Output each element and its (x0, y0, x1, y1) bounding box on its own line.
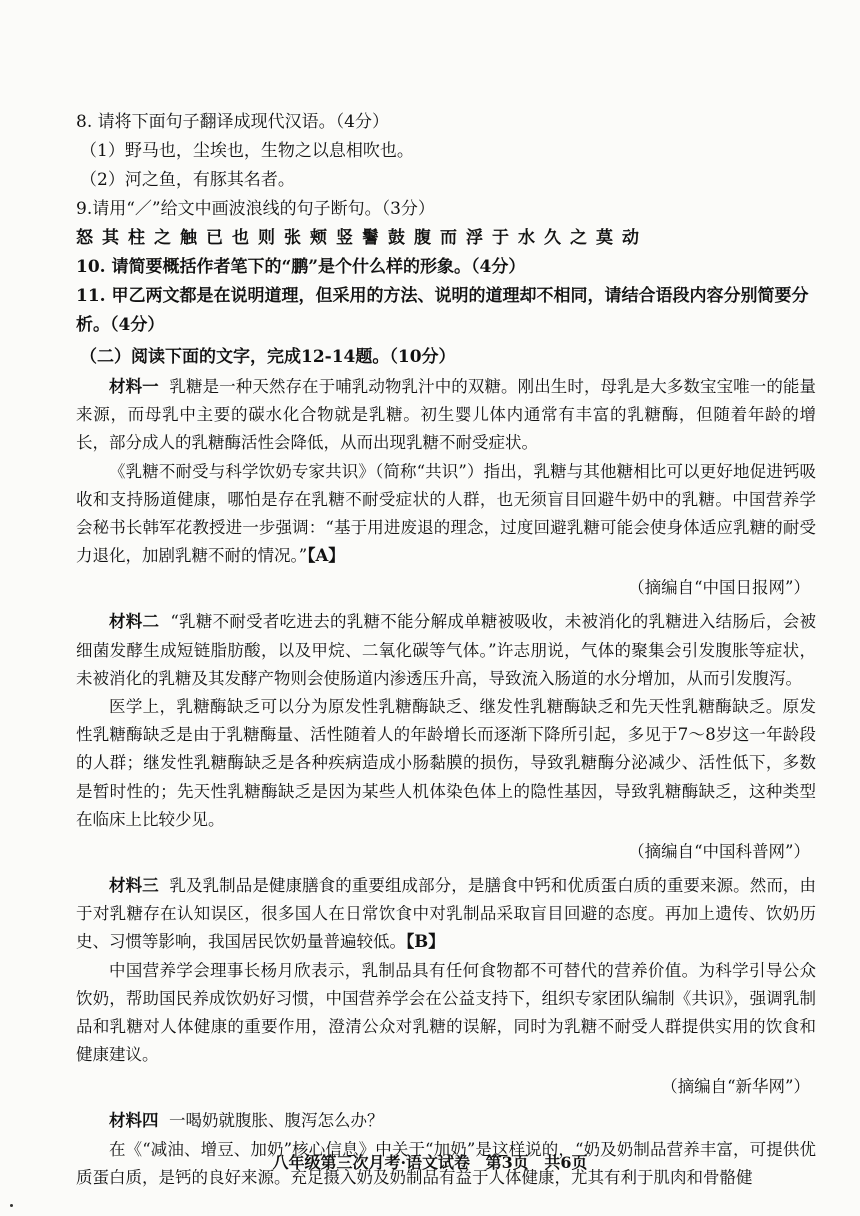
material-1-label: 材料一 (109, 377, 159, 396)
reading-section (76, 343, 816, 1192)
material-3-paragraph-1: 材料三 乳及乳制品是健康膳食的重要组成部分，是膳食中钙和优质蛋白质的重要来源。然而，由于对乳糖存在认知误区，很多国人在日常饮食中对乳制品采取盲目回避的态度。再加上遗传、饮奶历史、习惯等影响，我国居民饮奶量普遍较低。【B】 (76, 876, 816, 952)
question-10: 10. 请简要概括作者笔下的“鹏”是个什么样的形象。（4分） (76, 257, 526, 277)
material-4-paragraph-1: 在《“减油、增豆、加奶”核心信息》中关于“加奶”是这样说的，“奶及奶制品营养丰富，可提供优质蛋白质，是钙的良好来源。充足摄入奶及奶制品有益于人体健康，尤其有利于肌肉和骨骼健 (76, 1139, 816, 1187)
question-8: 8. 请将下面句子翻译成现代汉语。（4分） (76, 112, 389, 132)
material-1-source: （摘编自“中国日报网”） (628, 578, 810, 598)
exam-name: 八年级第三次月考·语文试卷 (272, 1153, 471, 1172)
section-title: （二）阅读下面的文字，完成12-14题。（10分） (80, 347, 456, 367)
material-3-source: （摘编自“新华网”） (661, 1077, 810, 1097)
blank-marker-a: 【A】 (307, 546, 345, 566)
material-3-paragraph-2: 中国营养学会理事长杨月欣表示，乳制品具有任何食物都不可替代的营养价值。为科学引导公众饮奶，帮助国民养成饮奶好习惯，中国营养学会在公益支持下，组织专家团队编制《共识》，强调乳制品和乳糖对人体健康的重要作用，澄清公众对乳糖的误解，同时为乳糖不耐受人群提供实用的饮食和健康建议。 (76, 960, 816, 1065)
material-2-paragraph-2: 医学上，乳糖酶缺乏可以分为原发性乳糖酶缺乏、继发性乳糖酶缺乏和先天性乳糖酶缺乏。原发性乳糖酶缺乏是由于乳糖酶量、活性随着人的年龄增长而逐渐下降所引起，多见于7～8岁这一年龄段的人群；继发性乳糖酶缺乏是各种疾病造成小肠黏膜的损伤，导致乳糖酶分泌减少、活性低下，多数是暂时性的；先天性乳糖酶缺乏是因为某些人机体染色体上的隐性基因，导致乳糖酶缺乏，这种类型在临床上比较少见。 (76, 697, 816, 829)
question-9-sentence: 怒其柱之触已也则张颊竖鬐鼓腹而浮于水久之莫动 (76, 228, 648, 248)
page-total: 共6页 (544, 1153, 588, 1172)
question-11: 11. 甲乙两文都是在说明道理，但采用的方法、说明的道理却不相同，请结合语段内容分别简要分析。（4分） (76, 286, 809, 335)
material-2-paragraph-1: 材料二 “乳糖不耐受者吃进去的乳糖不能分解成单糖被吸收，未被消化的乳糖进入结肠后，会被细菌发酵生成短链脂肪酸，以及甲烷、二氧化碳等气体。”许志朋说，气体的聚集会引发腹胀等症状，未被消化的乳糖及其发酵产物则会使肠道内渗透压升高，导致流入肠道的水分增加，从而引发腹泻。 (76, 612, 816, 688)
page-number: 第3页 (485, 1153, 529, 1172)
material-2-source: （摘编自“中国科普网”） (628, 842, 810, 862)
scan-dot (10, 1204, 13, 1207)
question-9: 9.请用“／”给文中画波浪线的句子断句。（3分） (76, 199, 435, 219)
material-1-paragraph-1: 材料一 乳糖是一种天然存在于哺乳动物乳汁中的双糖。刚出生时，母乳是大多数宝宝唯一的能量来源，而母乳中主要的碳水化合物就是乳糖。初生婴儿体内通常有丰富的乳糖酶，但随着年龄的增长，部分成人的乳糖酶活性会降低，从而出现乳糖不耐受症状。 (76, 377, 816, 453)
page-footer (0, 1150, 860, 1173)
question-8-part-1: （1）野马也，尘埃也，生物之以息相吹也。 (80, 141, 414, 161)
blank-marker-b: 【B】 (406, 932, 445, 952)
material-4-heading: 材料四 一喝奶就腹胀、腹泻怎么办？ (109, 1111, 384, 1131)
question-8-part-2: （2）河之鱼，有豚其名者。 (80, 170, 295, 190)
material-3-label: 材料三 (109, 876, 159, 896)
material-4-label: 材料四 (109, 1111, 159, 1131)
material-1-paragraph-2: 《乳糖不耐受与科学饮奶专家共识》（简称“共识”）指出，乳糖与其他糖相比可以更好地促进钙吸收和支持肠道健康，哪怕是存在乳糖不耐受症状的人群，也无须盲目回避牛奶中的乳糖。中国营养学会秘书长韩军花教授进一步强调：“基于用进废退的理念，过度回避乳糖可能会使身体适应乳糖的耐受力退化，加剧乳糖不耐的情况。”【A】 (76, 461, 816, 566)
question-list (76, 108, 816, 340)
material-2-label: 材料二 (109, 612, 160, 632)
